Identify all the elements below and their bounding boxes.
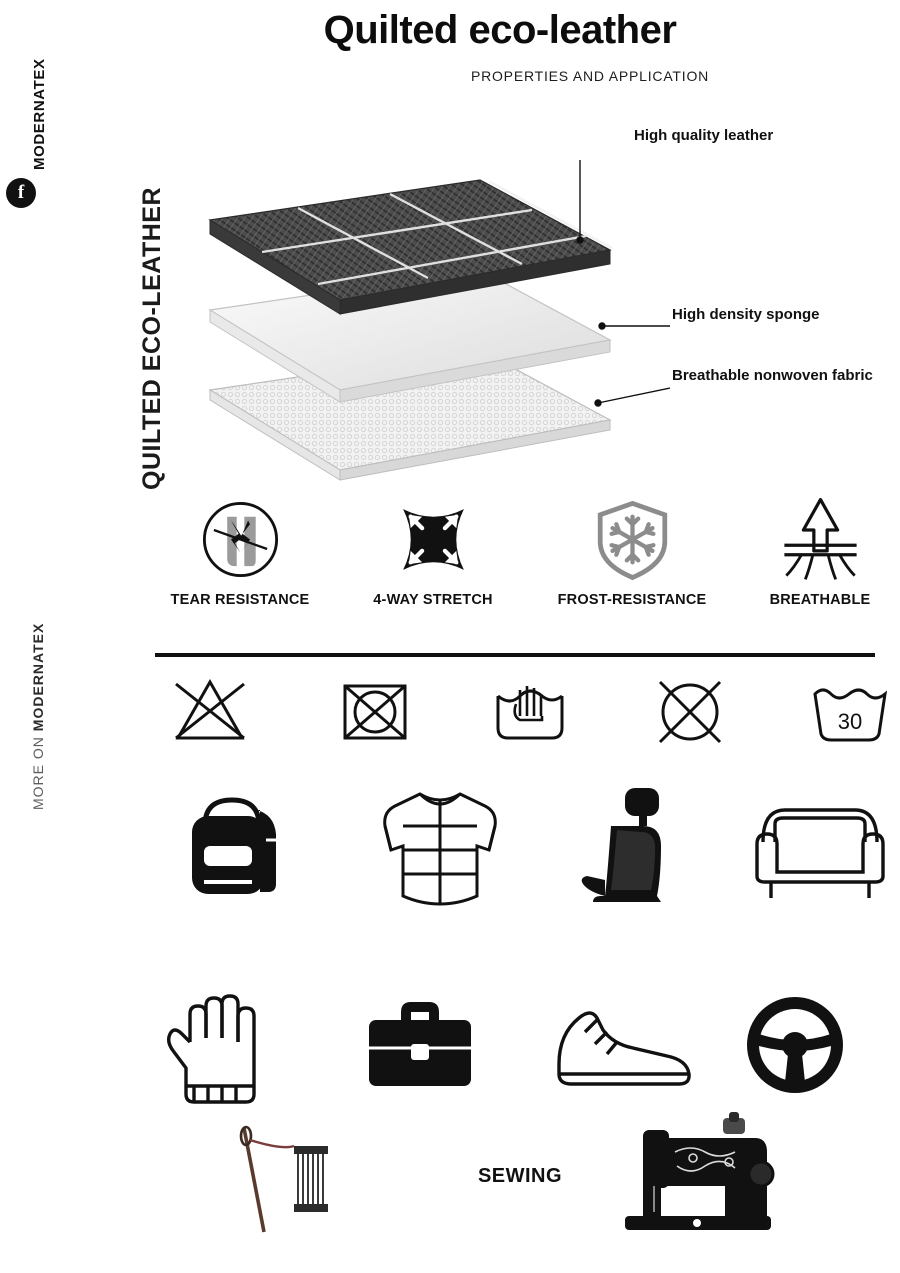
do-not-tumble-dry-icon — [335, 672, 415, 750]
care-symbols-row — [150, 672, 890, 752]
four-way-stretch-icon — [386, 492, 481, 587]
steering-wheel-icon — [735, 990, 855, 1100]
feature-frost-resistance — [542, 492, 722, 608]
car-seat-icon — [565, 780, 695, 910]
wash-30-icon — [805, 672, 895, 750]
feature-label: FROST-RESISTANCE — [557, 592, 707, 608]
facebook-icon[interactable]: f — [6, 178, 36, 208]
more-on-label — [30, 623, 46, 810]
brand-name: MODERNATEX — [31, 58, 48, 170]
callout-leader-lines — [577, 160, 670, 406]
sewing-machine-icon — [605, 1112, 785, 1242]
sewing-label: SEWING — [477, 1165, 563, 1187]
feature-breathable — [730, 492, 900, 608]
applications-row-1 — [150, 780, 890, 910]
page-subtitle: PROPERTIES AND APPLICATION — [470, 68, 710, 84]
applications-row-2 — [150, 990, 890, 1100]
tear-resistance-icon — [193, 492, 288, 587]
left-sidebar-rail — [0, 0, 166, 1273]
wash-temperature-label: 30 — [837, 709, 863, 734]
feature-icon-row — [150, 492, 890, 627]
do-not-bleach-icon — [170, 672, 250, 750]
sofa-icon — [745, 780, 895, 910]
callout-high-density-sponge: High density sponge — [672, 306, 820, 323]
puffer-jacket-icon — [365, 780, 515, 910]
feature-label: TEAR RESISTANCE — [170, 592, 310, 608]
feature-label: 4-WAY STRETCH — [373, 592, 493, 608]
backpack-icon — [170, 780, 300, 910]
page-title: Quilted eco-leather — [323, 8, 677, 52]
sewing-row — [150, 1120, 890, 1240]
feature-label: BREATHABLE — [769, 592, 871, 608]
vertical-section-title: QUILTED ECO-LEATHER — [138, 186, 166, 490]
frost-resistance-icon — [585, 492, 680, 587]
more-on-prefix: MORE ON — [30, 736, 46, 810]
callout-high-quality-leather: High quality leather — [634, 127, 774, 144]
breathable-icon — [773, 492, 868, 587]
sneaker-icon — [545, 990, 705, 1100]
needle-and-thread-icon — [220, 1120, 350, 1240]
do-not-dry-clean-icon — [650, 672, 730, 750]
hand-wash-icon — [490, 672, 570, 750]
glove-icon — [160, 990, 280, 1110]
briefcase-icon — [355, 990, 485, 1100]
more-on-brand: MODERNATEX — [30, 622, 46, 732]
layer-high-quality-leather — [210, 180, 612, 314]
feature-four-way-stretch — [343, 492, 523, 608]
exploded-layers-diagram — [150, 160, 670, 490]
callout-breathable-nonwoven-fabric: Breathable nonwoven fabric — [672, 367, 873, 384]
section-divider — [155, 653, 875, 657]
feature-tear-resistance — [150, 492, 330, 608]
